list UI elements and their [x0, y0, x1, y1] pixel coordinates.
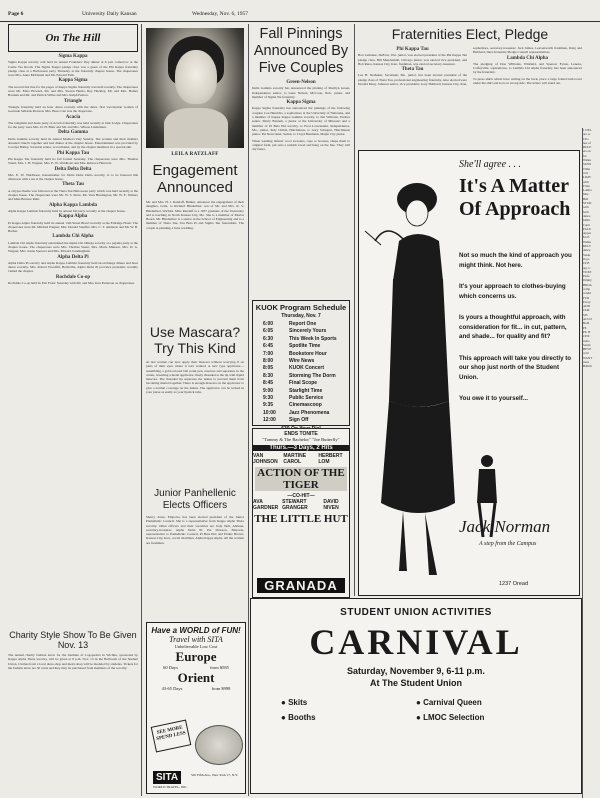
- section-text: Mrs. E. W. Waldhoen, housemother for Delta Delta Delta sorority, is to be honored this afternoon with a tea at the chapter house.: [8, 172, 138, 182]
- starts-thursday: Thurs.—3 Days, 2 Hits: [253, 445, 349, 451]
- stars-row-1: [253, 453, 349, 465]
- program-time: 9:30: [263, 395, 274, 402]
- carnival-option: [416, 698, 551, 707]
- carnival-option-label: Skits: [288, 698, 308, 707]
- program-time: 6:00: [263, 321, 274, 327]
- section-heading: Triangle: [64, 98, 82, 104]
- classified-fragment: ACCO: [583, 317, 592, 322]
- kuok-program-row: [263, 321, 349, 328]
- program-name: Report One: [289, 321, 317, 327]
- program-time: 6:45: [263, 343, 274, 350]
- panhellenic-text: Sherry Jones, Emporia, has been elected president of the Junior Panhellenic Council. She is a representative from Kappa Alpha Theta sorority. Other officers and their sororities are Judy Nell, Abilene, secretary-treasurer, Alpha Delta Pi; Pat Dawson, Emporia, representative to Panhellenic Council, Pi Beta Phi; and Elaine Brown, Kansas City, Kan., social chairman, Alpha Kappa Alpha. All the women are freshmen.: [146, 515, 244, 545]
- section-heading: Alpha Delta Pi: [57, 254, 89, 260]
- section-heading: Lambda Chi Alpha: [506, 55, 549, 61]
- classified-fragment: rates: [583, 360, 590, 365]
- program-time: 9:00: [263, 387, 274, 394]
- section-heading: Kappa Alpha: [58, 214, 88, 220]
- program-time: 10:00: [263, 409, 276, 416]
- section-text: To press shirts which have writing on the back, place a large folded bath towel under the shirt and iron on wrong side. The letters will stand out.: [473, 76, 582, 86]
- engagement-text: Mr. and Mrs. H. J. Ratzlaff, Buhler, announce the engagement of their daughter, Leila, to Richard Hinderliter, son of Mr. and Mrs. R. V. Hinderliter, Wichita. Miss Ratzlaff is a 1957 graduate of the University and is teaching in North Kansas City, Mo. She is a member of Mortar Board. Mr. Hinderliter is a senior in the School of Engineering and is a member of Theta Tau, Tau Beta Pi and Sigma Tau fraternities. The couple is planning a June wedding.: [146, 200, 244, 230]
- section-text: A calypso theme was followed at the Theta Tau Halloween party which was held recently at the chapter house. The chaperones were Mr. W. S. Shaw, Mr. Vern Huntington, Mr. W. E. Walters and Miss Bernice Rahl.: [8, 188, 138, 202]
- classified-fragment: Capit: [583, 222, 590, 227]
- ad-intro: She'll agree . . .: [459, 159, 522, 170]
- classified-fragment: with: [583, 205, 589, 210]
- section-text: The second fast line for the pages of Kappa Sigma fraternity was held recently. The chaperones were Mr. Edna Howard, Mr. and Mrs. Steven Harris, Ray Hackley, Mr. and Mrs. Homer Barnum and Mr. and Patrick White and Mrs. Ralph Fenton.: [8, 84, 138, 98]
- sita-badge: SEE MORE SPEND LESS: [151, 720, 192, 753]
- classified-fragment: FUR: [583, 295, 590, 300]
- kuok-program-row: [263, 336, 349, 343]
- section-heading: Delta Gamma: [58, 130, 88, 136]
- sita-address: 545 Fifth Ave., New York 17, N.Y.: [191, 773, 238, 777]
- engagement-title: Engagement Announced: [152, 162, 238, 196]
- portrait-photo: [146, 28, 244, 148]
- carnival-option-label: LMOC Selection: [423, 713, 485, 722]
- kuok-program-row: [263, 380, 349, 387]
- program-name: Jazz Phenomena: [289, 409, 330, 416]
- section-text: Rochdale Co-op held its Fall Frolic Saturday with Mr. and Mrs. Ken Patterson as chaperones.: [8, 281, 135, 286]
- kuok-program-row: [263, 395, 349, 402]
- section-text: Lambda Chi Alpha fraternity entertained the Alpha Chi Omega sorority at a pajama party at the chapter house. The chaperones were Mrs. Thomas Stuart, Mrs. Marie Munson, Mrs. D. G. Wagner, Mrs. Jessie Spencer and Mrs. Edward Cunningham.: [8, 240, 138, 254]
- classified-fragment: WANT: [583, 355, 593, 360]
- ad-copy-line: Is yours a thoughtful approach, with consideration for fit... in cut, pattern, and shade... for quality and fit?: [459, 314, 567, 340]
- kuok-program-row: [263, 417, 349, 424]
- program-name: Public Service: [289, 395, 324, 402]
- program-name: Sign Off: [289, 417, 309, 424]
- ad-copy-line: This approach will take you directly to our shop just north of the Student Union.: [459, 354, 572, 381]
- pinnings-title: Fall Pinnings Announced By Five Couples: [253, 26, 349, 76]
- section-heading: Green-Nelson: [286, 80, 316, 85]
- mascara-text: At last women can now apply their mascara without worrying if on parts of their eyes where it isn't wanted. A new type applicator—resembling a gold-colored ball point pen, reserves and separates in the center, revealing a metal applicator, finely threaded at the tip with liquid mascara. The threaded tip separates the lashes to prevent them from becoming matted together. There is enough mascara on the applicator to give a normal coverage on the lashes. The applicator can be tucked in your purse as easily as your lipstick tube.: [146, 360, 244, 395]
- classifieds-strip: [583, 128, 599, 798]
- bullet-icon: ●: [416, 713, 424, 722]
- column-rule: [141, 24, 142, 796]
- classified-fragment: RULE: [583, 145, 592, 150]
- section-heading: Theta Tau: [401, 67, 424, 73]
- carnival-where: At The Student Union: [370, 678, 462, 688]
- fraternities-article: [358, 26, 582, 150]
- section-text: The pledging of Don Williams, Winfield, and Spencer Evans, Lenexa, Coffeyville, sophomores, to Lambda Chi Alpha fraternity has been announced by the fraternity.: [473, 61, 582, 75]
- classified-fragment: LIGH: [583, 175, 591, 180]
- classified-fragment: STUD: [583, 201, 592, 206]
- pinnings-body: [252, 81, 350, 151]
- program-name: Wire News: [289, 358, 315, 365]
- classified-fragment: 1949: [583, 308, 590, 313]
- ad-headline: It's A Matter Of Approach: [459, 175, 571, 220]
- classified-fragment: tag, C: [583, 265, 591, 270]
- classified-fragment: comp: [583, 286, 591, 291]
- classified-fragment: with: [583, 179, 589, 184]
- sita-europe: Europe: [175, 649, 217, 664]
- section-text: Phi Kappa Tau fraternity held its fall formal Saturday. The chaperones were Mrs. Thomas Stuart, Mrs. J. H. Wagner, Mrs. E. W. Waldhoen and Mrs. Rebecca Hancock.: [8, 156, 138, 166]
- section-heading: Kappa Sigma: [58, 78, 88, 84]
- classified-fragment: Steak: [583, 252, 591, 257]
- program-time: 7:00: [263, 350, 274, 357]
- section-heading: Kappa Sigma: [286, 100, 316, 106]
- program-name: KUOK Concert: [289, 365, 325, 372]
- column-rule: [248, 24, 249, 796]
- classified-fragment: dance: [583, 213, 591, 218]
- classified-fragment: SUNS: [583, 162, 592, 167]
- woman-illustration: [359, 151, 457, 591]
- program-time: 8:45: [263, 380, 274, 387]
- classified-fragment: Walke: [583, 239, 592, 244]
- program-name: Starlight Time: [289, 387, 323, 394]
- classified-fragment: LARG: [583, 188, 592, 193]
- engagement-article: [146, 162, 244, 322]
- program-name: Cinemascoop: [289, 402, 322, 409]
- sita-subline: Unbelievable Low Cost: [174, 644, 218, 649]
- classified-fragment: Bell: [583, 196, 589, 201]
- carnival-option-label: Carnival Queen: [423, 698, 482, 707]
- section-heading: Lambda Chi Alpha: [52, 234, 94, 240]
- program-name: This Week In Sports: [289, 335, 337, 342]
- carnival-options: [281, 698, 551, 722]
- classified-fragment: Walke: [583, 158, 592, 163]
- bullet-icon: ●: [281, 698, 289, 707]
- star-name: MARTINE CAROL: [283, 452, 307, 465]
- classified-fragment: ADD: [583, 304, 590, 309]
- ad-tagline: A step from the Campus: [479, 541, 537, 547]
- section-text: The Gingham and Jeans party of Acacia fraternity was held recently at Oak Lodge. Chaperones for the party were Mrs. D. H. Blair and Mr. and Mrs. Wilson Lindarman.: [8, 120, 138, 130]
- kuok-day: Thursday, Nov. 7: [281, 313, 321, 319]
- sita-logo-sub: WORLD TRAVEL, INC.: [153, 785, 188, 789]
- classified-fragment: $125: [583, 235, 590, 240]
- ad-copy-line: It's your approach to clothes-buying which concerns us.: [459, 283, 566, 300]
- kuok-program-row: [263, 388, 349, 395]
- program-name: Final Scope: [289, 380, 318, 387]
- program-time: 6:30: [263, 335, 274, 342]
- panhellenic-title: Junior Panhellenic Elects Officers: [154, 488, 236, 511]
- on-the-hill-title: On The Hill: [45, 32, 101, 44]
- paper-name: University Daily Kansan: [82, 11, 137, 17]
- now-showing: "Tammy & The Bachelor" "Joe Butterfly": [262, 437, 340, 442]
- classified-fragment: Both: [583, 321, 590, 326]
- classified-fragment: for: [583, 153, 587, 158]
- carnival-top: STUDENT UNION ACTIVITIES: [340, 607, 492, 618]
- face-shape: [175, 50, 217, 104]
- sita-europe-price: from $585: [210, 665, 229, 670]
- classified-fragment: Perfe: [583, 274, 590, 279]
- classified-fragment: radio: [583, 338, 590, 343]
- star-name: VAN JOHNSON: [253, 452, 278, 465]
- section-text: Lee H. Nethaker, Savannah, Mo. junior, has been elected president of the pledge class of Theta Tau, professional engineering fraternity. Also elected were Donald King, Johnson senior, vice president; Gary Hubbard, Kansas City, Kan. sophomore, secretary-treasurer; Jack James, Leavenworth freshman, King and Hubbard, Inter-fraternity Pledge Council representatives.: [358, 46, 582, 87]
- star-name: AVA GARDNER: [253, 498, 279, 511]
- fraternities-title: Fraternities Elect, Pledge: [391, 26, 549, 42]
- kuok-program-row: [263, 358, 349, 365]
- program-time: 9:35: [263, 402, 274, 409]
- classified-fragment: GIRL: [583, 218, 591, 223]
- classified-fragment: SIS: [583, 312, 588, 317]
- page-header: [0, 0, 600, 22]
- section-heading: Sigma Kappa: [58, 54, 88, 59]
- film-title-1: ACTION OF THE TIGER: [255, 467, 347, 491]
- program-name: Sincerely Yours: [289, 328, 327, 335]
- page-number: Page 6: [8, 11, 24, 17]
- ad-copy-line: You owe it to yourself...: [459, 395, 528, 402]
- classified-fragment: Sands: [583, 342, 591, 347]
- classified-fragment: Ph: [583, 325, 587, 330]
- ends-tonite: ENDS TONITE: [284, 431, 318, 437]
- section-text: Della Gamma sorority has announced the pinning of Marilyn Green, Independence senior, to Gene Nelson, McCook, Neb., junior, and member of Sigma Nu fraternity.: [252, 86, 350, 99]
- star-name: DAVID NIVEN: [323, 498, 339, 511]
- ad-signature: Jack Norman: [459, 517, 551, 536]
- sita-orient-price: from $998: [211, 686, 231, 691]
- carnival-title: CARNIVAL: [309, 622, 523, 662]
- panhellenic-article: [146, 488, 244, 616]
- globe-icon: [195, 725, 243, 765]
- kuok-schedule: [252, 300, 350, 426]
- classified-fragment: dance: [583, 248, 591, 253]
- ad-address: 1237 Oread: [499, 581, 529, 587]
- photo-caption: LEILA RATZLAFF: [171, 152, 219, 157]
- sita-headline: Have a WORLD of FUN!: [151, 626, 241, 635]
- sita-travel-ad: [146, 622, 246, 794]
- classified-fragment: TUXE: [583, 269, 592, 274]
- film-title-2: THE LITTLE HUT: [254, 512, 348, 525]
- kuok-program-row: [263, 410, 349, 417]
- section-text: Delta Gamma sorority held its annual Mother's Day Sunday. The women and their mothers attended church together and had dinner at the chapter house. Entertainment was provided by Carolyn Bailey, Scranton senior, accordionist, and by the chapter members in a special skit.: [8, 136, 138, 150]
- section-text: Kappa Sigma fraternity has announced the pinnings of the following couples: Lea Henrichs, a sophomore at the University of Nebraska, and a member of Kappa Kappa Gamma sorority, to Jim Wilhoite, Eudora senior. Marty Bennett, a junior at the University of Missouri and a member of Pi Beta Phi sorority, to Fred Lowenstein, Independence, Mo., junior. Judy Childs, Hutchinson, to Gary Schugart, Hutchinson junior. Pat Newcomer, Sedan, to Lloyd Baumann, Maple City junior.: [252, 106, 350, 137]
- on-the-hill-body: [8, 55, 138, 285]
- classified-fragment: BEVE: [583, 347, 592, 352]
- sita-orient-days: 43-65 Days: [161, 686, 183, 691]
- section-heading: Delta Delta Delta: [54, 166, 92, 172]
- classified-fragment: Frida: [583, 183, 590, 188]
- bullet-icon: ●: [281, 713, 289, 722]
- classified-fragment: Jimmy: [583, 278, 592, 283]
- shoulders-shape: [164, 108, 228, 148]
- classified-fragment: condit: [583, 291, 591, 296]
- issue-date: Wednesday, Nov. 6, 1957: [192, 11, 248, 17]
- pinnings-article: [252, 26, 350, 298]
- stars-row-2: [253, 499, 349, 511]
- mascara-article: [146, 324, 244, 484]
- carnival-when: Saturday, November 9, 6-11 p.m.: [347, 666, 485, 676]
- man-figure-illustration: [467, 451, 507, 539]
- on-the-hill-column: [8, 24, 138, 628]
- charity-show-title: Charity Style Show To Be Given Nov. 13: [9, 630, 137, 650]
- classified-fragment: Ballrm: [583, 364, 592, 369]
- mascara-title: Use Mascara? Try This Kind: [149, 324, 241, 356]
- classified-fragment: call.: [583, 170, 589, 175]
- carnival-option: [281, 698, 416, 707]
- charity-show-text: The annual charity fashion show for the Institute of Logopedics in Wichita, sponsored by Kappa Alpha Theta sorority, will be given at 8 p.m. Nov. 13 in the Ballroom of the Student Union. Clothes from a local dress shop and men's shop will be modeled by students. Tickets for the fashion show are 50 cents and they may be purchased from members of the sorority.: [8, 653, 138, 670]
- classified-fragment: CIG: [583, 136, 589, 141]
- carnival-ad: [250, 598, 582, 794]
- kuok-program-row: [263, 328, 349, 335]
- section-text: Sigma Kappa sorority will hold its annual Founders' Day dinner at 6 p.m. tomorrow at the Castle Tea Room. The Sigma Kappa pledge class was a guest of the Phi Kappa fraternity pledge class at a Halloween party Thursday at the fraternity chapter house. The chaperones were Mrs. Anna McDaniel and Mr. Edward Falk.: [8, 60, 138, 78]
- star-name: HERBERT LOM: [318, 452, 343, 465]
- kuok-program-row: [263, 402, 349, 409]
- classified-fragment: Tribu: [583, 166, 590, 171]
- kuok-program-row: [263, 351, 349, 358]
- classified-fragment: are or: [583, 132, 591, 137]
- section-heading: Alpha Kappa Lambda: [48, 202, 98, 208]
- carnival-option: [416, 713, 551, 722]
- kuok-program-list: [253, 321, 349, 425]
- bullet-icon: ●: [416, 698, 424, 707]
- on-the-hill-header: [8, 24, 138, 52]
- section-heading: Theta Tau: [62, 182, 84, 188]
- program-time: 8:05: [263, 365, 274, 372]
- section-text: Triangle fraternity held an hour dance recently with the dates, first vaccination women of Gertrude Sellards Pearson. Mrs. Bess Cole was the chaperone.: [8, 104, 138, 114]
- section-heading: Acacia: [65, 114, 81, 120]
- sita-travel-line: Travel with SITA: [169, 635, 223, 644]
- classified-fragment: 1935: [583, 261, 590, 266]
- charity-show-article: [8, 630, 138, 796]
- star-name: STEWART GRANGER: [282, 498, 308, 511]
- ad-copy: [459, 251, 575, 416]
- classified-fragment: FACU: [583, 226, 592, 231]
- program-time: 6:05: [263, 328, 274, 335]
- classified-fragment: in go: [583, 256, 590, 261]
- classified-fragment: Every: [583, 299, 591, 304]
- column-rule: [582, 128, 583, 798]
- sita-orient: Orient: [177, 670, 215, 685]
- section-text: Alpha Delta Pi sorority and Alpha Kappa Lambda fraternity held an exchange dinner and hour dance recently. Mrs. Robert Woodfill, Belleville, Alpha Delta Pi province president, recently visited the chapter.: [8, 260, 138, 274]
- program-time: 8:00: [263, 358, 274, 365]
- section-text: Alpha Kappa Lambda fraternity held its annual fall party recently at the chapter house.: [8, 208, 126, 213]
- kuok-program-row: [263, 343, 349, 350]
- classified-fragment: Ph. H: [583, 329, 591, 334]
- granada-logo: GRANADA: [257, 578, 345, 593]
- classified-fragment: Appar: [583, 231, 591, 236]
- classified-fragment: BROA: [583, 282, 592, 287]
- classified-fragment: cold: [583, 351, 589, 356]
- classified-fragment: both: [583, 209, 589, 214]
- sita-logo: SITA: [153, 771, 181, 784]
- kuok-program-row: [263, 373, 349, 380]
- section-heading: Rochdale Co-op: [55, 274, 91, 280]
- section-text: When washing infants' wool sweaters, caps or bootees, shape them to original form, pin onto a turkish towel and hang on the line. They will dry faster.: [252, 138, 350, 152]
- program-name: Spotlite Time: [289, 343, 321, 350]
- section-heading: Phi Kappa Tau: [396, 47, 429, 52]
- classified-fragment: ers on: [583, 149, 591, 154]
- kuok-title: KUOK Program Schedule: [255, 303, 347, 312]
- program-time: 8:30: [263, 372, 274, 379]
- section-text: Pi Kappa Alpha fraternity held its annual 13th Street Brawl recently at the Eldridge Hotel. The chaperones were Mr. Mildred Wagner, Mrs. Donald Stauffer, Mrs. C. T. Atkinson and Mr. W. B. Barber.: [8, 220, 139, 234]
- granada-theater-ad: [252, 428, 350, 598]
- ad-copy-line: Not so much the kind of approach you might think. Not here.: [459, 252, 572, 269]
- classified-fragment: 1950: [583, 334, 590, 339]
- section-text: Bob Lemoine, DeForn, Wis. junior, was elected president of the Phi Kappa Tau pledge class. Bill Mendenhall, Chicago junior, was elected vice president, and Bob Reno, Kansas City, Kan. freshman, was elected secretary-treasurer.: [358, 53, 467, 66]
- carnival-option-label: Booths: [288, 713, 316, 722]
- program-name: Bookstore Hour: [289, 350, 327, 357]
- carnival-option: [281, 713, 416, 722]
- section-heading: Phi Kappa Tau: [56, 150, 90, 156]
- co-hit: —CO-HIT—: [287, 492, 315, 499]
- classified-fragment: RELV: [583, 244, 592, 249]
- program-time: 12:00: [263, 417, 276, 424]
- program-name: Storming The Dorm: [289, 372, 336, 379]
- sita-orient-row: [147, 686, 245, 691]
- classified-fragment: blue: [583, 192, 589, 197]
- sita-europe-days: 60 Days: [163, 665, 178, 670]
- kuok-program-row: [263, 365, 349, 372]
- fraternities-body: [358, 46, 582, 87]
- column-rule: [354, 24, 355, 596]
- classified-fragment: nes of: [583, 140, 591, 145]
- classified-fragment: 1 DEL: [583, 128, 592, 132]
- jack-norman-ad: [358, 150, 580, 596]
